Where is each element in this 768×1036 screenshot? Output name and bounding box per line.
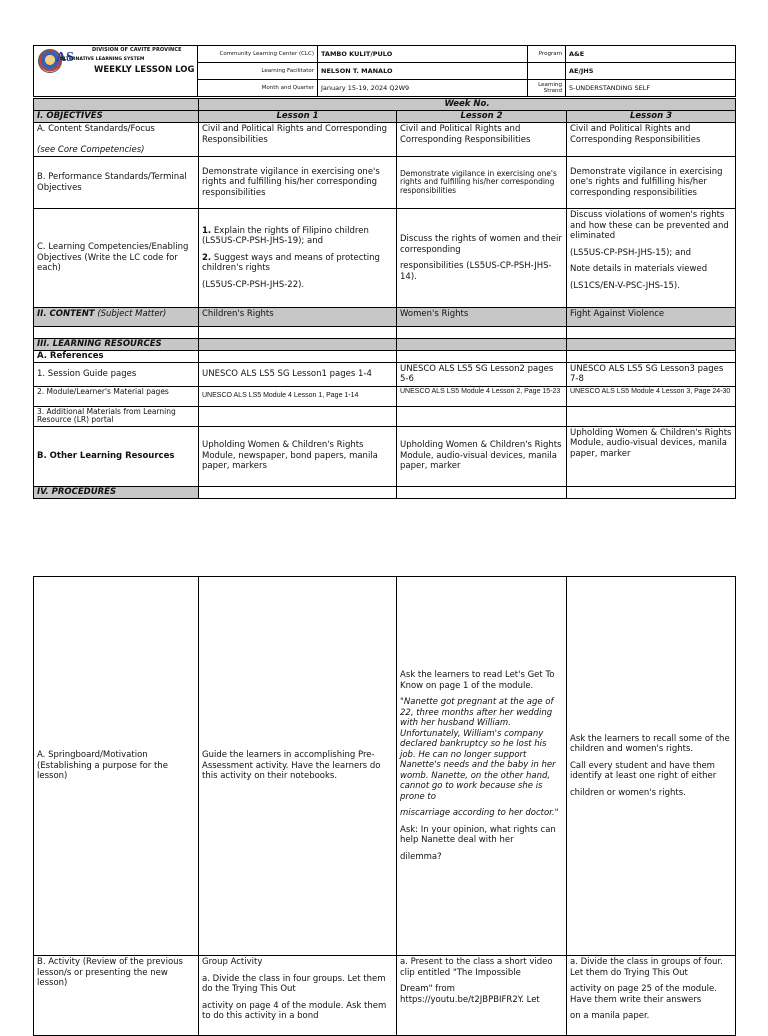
- content-row: [34, 308, 736, 327]
- other-resources-l1: Upholding Women & Children's Rights Module, newspaper, bond papers, manila paper, markers: [199, 426, 397, 486]
- competency-number-2: 2.: [202, 252, 212, 263]
- competency-l2-b: responsibilities (LS5US-CP-PSH-JHS-14).: [400, 261, 552, 282]
- other-resources-label: B. Other Learning Resources: [34, 426, 199, 486]
- springboard-l3-a: Ask the learners to recall some of the children and women's rights.: [570, 733, 730, 755]
- als-logo-mark: AS: [56, 50, 74, 65]
- level-value: AE/JHS: [566, 63, 736, 80]
- content-l3: Fight Against Violence: [567, 308, 736, 327]
- activity-l3-a: a. Divide the class in groups of four. Let them do Trying This Out: [570, 957, 723, 978]
- performance-standards-l1: Demonstrate vigilance in exercising one's rights and fulfilling his/her corresponding responsibilities: [199, 157, 397, 209]
- system-name: ALTERNATIVE LEARNING SYSTEM: [60, 57, 145, 62]
- content-standards-row: [34, 123, 736, 157]
- competencies-l2: [397, 209, 567, 308]
- objectives-heading: I. OBJECTIVES: [34, 111, 199, 123]
- performance-standards-l3: Demonstrate vigilance in exercising one's rights and fulfilling his/her corresponding responsibilities: [567, 157, 736, 209]
- springboard-label: A. Springboard/Motivation (Establishing a purpose for the lesson): [34, 577, 199, 956]
- springboard-l2-quote-end: miscarriage according to her doctor.": [400, 808, 559, 818]
- log-title: WEEKLY LESSON LOG: [94, 65, 195, 75]
- strand-value: 5-UNDERSTANDING SELF: [566, 80, 736, 97]
- performance-standards-row: [34, 157, 736, 209]
- competency-l3-c: Note details in materials viewed: [570, 264, 708, 274]
- procedures-row: [34, 486, 736, 498]
- corner-cell: [34, 99, 199, 111]
- competencies-l1: [199, 209, 397, 308]
- lesson-1-heading: Lesson 1: [199, 111, 397, 123]
- springboard-l3-b: Call every student and have them identify at least one right of either: [570, 760, 717, 782]
- springboard-row: [34, 577, 736, 956]
- activity-l2-a: a. Present to the class a short video clip entitled "The Impossible: [400, 957, 553, 978]
- module-pages-row: [34, 386, 736, 406]
- clc-value: TAMBO KULIT/PULO: [318, 46, 528, 63]
- competency-l3-d: (LS1CS/EN-V-PSC-JHS-15).: [570, 280, 680, 291]
- procedures-table: [33, 576, 736, 1036]
- competencies-label: C. Learning Competencies/Enabling Objectives (Write the LC code for each): [34, 209, 199, 308]
- level-label-empty: [528, 63, 566, 80]
- springboard-l2-question: Ask: In your opinion, what rights can help Nanette deal with her: [400, 824, 556, 845]
- content-l1: Children's Rights: [199, 308, 397, 327]
- session-guide-label: 1. Session Guide pages: [34, 362, 199, 386]
- activity-l1-a: Group Activity: [202, 957, 263, 967]
- content-standards-l2: Civil and Political Rights and Corresponding Responsibilities: [397, 123, 567, 157]
- spacer-row: [34, 327, 736, 339]
- springboard-l2: [397, 577, 567, 956]
- springboard-l2-quote: "Nanette got pregnant at the age of 22, three months after her wedding with her husband William. Unfortunately, William's company declared bankruptcy so he lost his job. He can no longer support Nanette's needs and the baby in her womb. Nanette, on the other hand, cannot go to work because she is prone to: [400, 697, 556, 802]
- resources-row: [34, 339, 736, 351]
- competency-l2-a: Discuss the rights of women and their corresponding: [400, 234, 562, 255]
- facilitator-label: Learning Facilitator: [198, 63, 318, 80]
- content-standards-title: A. Content Standards/Focus: [37, 124, 155, 134]
- activity-l2-b: Dream" from https://youtu.be/t2JBPBIFR2Y. Let: [400, 984, 540, 1005]
- competency-number-1: 1.: [202, 225, 212, 236]
- session-guide-l2: UNESCO ALS LS5 SG Lesson2 pages 5-6: [397, 362, 567, 386]
- division-name: DIVISION OF CAVITE PROVINCE: [92, 47, 182, 53]
- competency-l1-a: Explain the rights of Filipino children (LS5US-CP-PSH-JHS-19); and: [202, 225, 369, 247]
- month-label: Month and Quarter: [198, 80, 318, 97]
- content-heading: II. CONTENT: [37, 309, 95, 319]
- competencies-l3: [567, 209, 736, 308]
- strand-label: Learning Strand: [528, 80, 566, 97]
- clc-label: Community Learning Center (CLC): [198, 46, 318, 63]
- references-row: [34, 351, 736, 363]
- module-pages-l1: UNESCO ALS LS5 Module 4 Lesson 1, Page 1-14: [199, 386, 397, 406]
- references-label: A. References: [34, 351, 199, 363]
- content-standards-l1: Civil and Political Rights and Corresponding Responsibilities: [199, 123, 397, 157]
- session-guide-l1: UNESCO ALS LS5 SG Lesson1 pages 1-4: [199, 362, 397, 386]
- other-resources-l3: Upholding Women & Children's Rights Module, audio-visual devices, manila paper, marker: [567, 426, 736, 486]
- other-resources-l2: Upholding Women & Children's Rights Module, audio-visual devices, manila paper, marker: [397, 426, 567, 486]
- content-standards-l3: Civil and Political Rights and Corresponding Responsibilities: [567, 123, 736, 157]
- competency-l1-b: Suggest ways and means of protecting children's rights: [202, 252, 380, 274]
- module-pages-label: 2. Module/Learner's Material pages: [34, 386, 199, 406]
- module-pages-l3: UNESCO ALS LS5 Module 4 Lesson 3, Page 24-30: [567, 386, 736, 406]
- competencies-row: [34, 209, 736, 308]
- header-table: [33, 45, 736, 97]
- springboard-l1: Guide the learners in accomplishing Pre-Assessment activity. Have the learners do this activity on their notebooks.: [199, 577, 397, 956]
- module-pages-l2: UNESCO ALS LS5 Module 4 Lesson 2, Page 15-23: [397, 386, 567, 406]
- springboard-l2-question-end: dilemma?: [400, 851, 442, 862]
- content-standards-label: [34, 123, 199, 157]
- competency-l1-c: (LS5US-CP-PSH-JHS-22).: [202, 279, 305, 290]
- subject-matter-note: (Subject Matter): [97, 309, 167, 319]
- additional-materials-label: 3. Additional Materials from Learning Resource (LR) portal: [34, 406, 199, 426]
- activity-l3-c: on a manila paper.: [570, 1011, 650, 1021]
- objectives-table: [33, 98, 736, 499]
- springboard-l3: [567, 577, 736, 956]
- performance-standards-label: B. Performance Standards/Terminal Objectives: [34, 157, 199, 209]
- facilitator-value: NELSON T. MANALO: [318, 63, 528, 80]
- competency-l3-a: Discuss violations of women's rights and how these can be prevented and eliminated: [570, 210, 729, 241]
- session-guide-l3: UNESCO ALS LS5 SG Lesson3 pages 7-8: [567, 362, 736, 386]
- activity-l1-b: a. Divide the class in four groups. Let them do the Trying This Out: [202, 973, 386, 994]
- content-label: [34, 308, 199, 327]
- core-competencies-note: (see Core Competencies): [37, 144, 145, 155]
- performance-standards-l2: Demonstrate vigilance in exercising one's rights and fulfilling his/her corresponding responsibilities: [397, 157, 567, 209]
- springboard-l2-intro: Ask the learners to read Let's Get To Know on page 1 of the module.: [400, 670, 555, 691]
- springboard-l3-c: children or women's rights.: [570, 787, 686, 798]
- program-label: Program: [528, 46, 566, 63]
- resources-heading: III. LEARNING RESOURCES: [34, 339, 199, 351]
- content-l2: Women's Rights: [397, 308, 567, 327]
- month-value: January 15-19, 2024 Q2W9: [318, 80, 528, 97]
- other-resources-row: [34, 426, 736, 486]
- activity-l1-c: activity on page 4 of the module. Ask them to do this activity in a bond: [202, 1000, 387, 1021]
- lesson-3-heading: Lesson 3: [567, 111, 736, 123]
- session-guide-row: [34, 362, 736, 386]
- additional-materials-row: [34, 406, 736, 426]
- header-logo-cell: [34, 46, 198, 97]
- activity-label: B. Activity (Review of the previous lesson/s or presenting the new lesson): [34, 956, 199, 1036]
- activity-l3-b: activity on page 25 of the module. Have them write their answers: [570, 984, 717, 1005]
- procedures-heading: IV. PROCEDURES: [34, 486, 199, 498]
- competency-l3-b: (LS5US-CP-PSH-JHS-15); and: [570, 247, 691, 258]
- program-value: A&E: [566, 46, 736, 63]
- lesson-2-heading: Lesson 2: [397, 111, 567, 123]
- week-label: Week No.: [199, 99, 736, 111]
